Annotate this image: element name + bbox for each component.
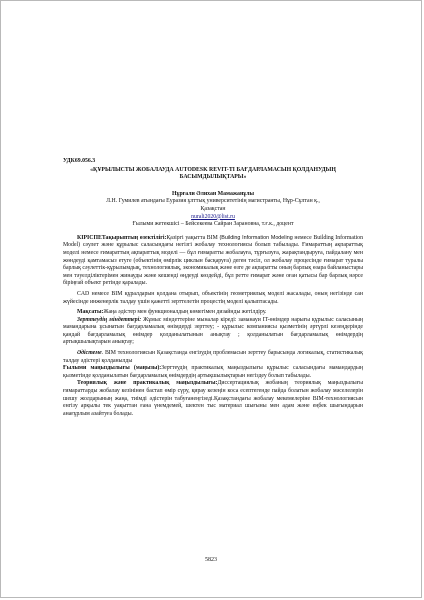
intro-text-a: Қазіргі уақытта BIM (166, 234, 220, 241)
tasks-label: Зерттеудің міндеттері: (77, 316, 142, 323)
practical-label: Теориялық және практикалық маңыздылығы: (77, 380, 218, 387)
method-label: Әдістеме (77, 350, 102, 357)
author-name: Нұрғали Әлихан Мамажанұлы (172, 190, 254, 197)
tasks-text: Жұмыс міндеттеріне мыналар кіреді: заманауи IT-өнімдер нарығы құрылыс саласының мамандарына ұсынатын бағдарламалық өнімдерді зерттеу; - құрылыс компаниясы қызметінің әртүрлі кезеңдерінде қандай бағдарламалық өнімдер қолданылатынын анықтау ; қолданылатын бағдарламалық өнімдердің артықшылықтарын анықтау; (63, 316, 363, 346)
author-email-link[interactable]: nurali2020@list.ru (191, 213, 235, 220)
author-affiliation: Л.Н. Гумилев атындағы Еуразия ұлттық университетінің магистранты, Нұр-Сұлтан қ., (106, 198, 320, 205)
goal-text: Жаңа әдістер мен функционалдың көмегімен дизайнды жетілдіру. (103, 309, 267, 316)
intro-paragraph (63, 235, 363, 288)
supervisor-line: Ғылыми жетекшісі – Бейсекеева Сайран Зарановна, т.ғ.к., доцент (132, 221, 294, 228)
author-country: Қазақстан (200, 205, 226, 212)
goal-label: Мақсаты: (77, 309, 104, 316)
udk-code: УДК69.056.3 (63, 158, 96, 164)
practical-paragraph (63, 380, 363, 418)
method-paragraph (63, 350, 363, 365)
intro-text-b: немесе Building Information Model) сәулет және құрылыс саласындағы негізгі жобалау технологиясы болып табылады. Ғимараттың ақпараттық моделі немесе ғимараттың ақпараттық моделі — бұл ғимаратты жобалауға, тұрғызуға, жарақтандыруға, пайдалану мен жөндеуді қамтамасыз етуге (объектінің өмірлік циклын басқаруға) деген тәсіл, ол жобалау процесінде ғимарат туралы барлық сәулеттік-құрылымдық, технологиялық, экономикалық және өзге де ақпаратты оның барлық өзара байланыстары мен тәуелділіктерімен жинауды және кешенді өңдеуді көздейді, бұл ретте ғимарат және оған қатысы бар барлық нәрсе біріңғай объект ретінде қаралады. (63, 234, 364, 287)
method-text: . BIM технологиясын Қазақстанда енгізудің проблемасын зерттеу барысында логикалық, статистикалық талдау әдістері қолданылды (63, 350, 363, 364)
scientific-text: Зерттеудің практикалық маңыздылығы құрылыс саласындағы мамандардың қызметінде қолданылатын бағдарламалық өнімдердің артықшылықтарын негіздеу болып табылады. (63, 365, 363, 379)
intro-label: КІРІСПЕТақырыптың өзектілігі: (77, 234, 167, 241)
article-body (63, 158, 363, 418)
goal-paragraph (63, 309, 363, 317)
scientific-paragraph (63, 365, 363, 380)
scientific-label: Ғылыми маңыздылығы (маңызы): (63, 365, 162, 372)
article-title: «ҚҰРЫЛЫСТЫ ЖОБАЛАУДА AUTODESK REVIT-ТІ БАҒДАРЛАМАСЫН ҚОЛДАНУДЫҢ БАСЫМДЫЛЫҚТАРЫ» (90, 166, 336, 181)
tasks-paragraph (63, 317, 363, 347)
practical-text: Диссертациялық жобаның теориялық маңыздылығы ғимараттарды жобалау кезінінен бастап өмір сүру, қирау кезеңін коса есептегенде пайда болатын жобалау мәселелерін шешу жолдарының жаңа, тиімді әдістерін табуғанеңгізеді.Қазақстандағы жобалау мекемелеріне BIM-технологиясын енгізу арқылы тек уақыттан ғана үнемдемей, шектен тыс материал шығыны мен адам және еңбек шығындарын анағұрлым азайтуға болады. (63, 380, 363, 417)
intro-text-sans: (Building Information Modeling (219, 234, 293, 241)
page-number: 5823 (205, 557, 217, 563)
cad-paragraph: CAD немесе BIM құралдарын қолдана отырып, объектінің геометриялық моделі жасалады, оның негізінде сан жүйесінде инженерлік талдау үшін қажетті зерттелетін процестің моделі қалыптасады. (63, 290, 363, 305)
